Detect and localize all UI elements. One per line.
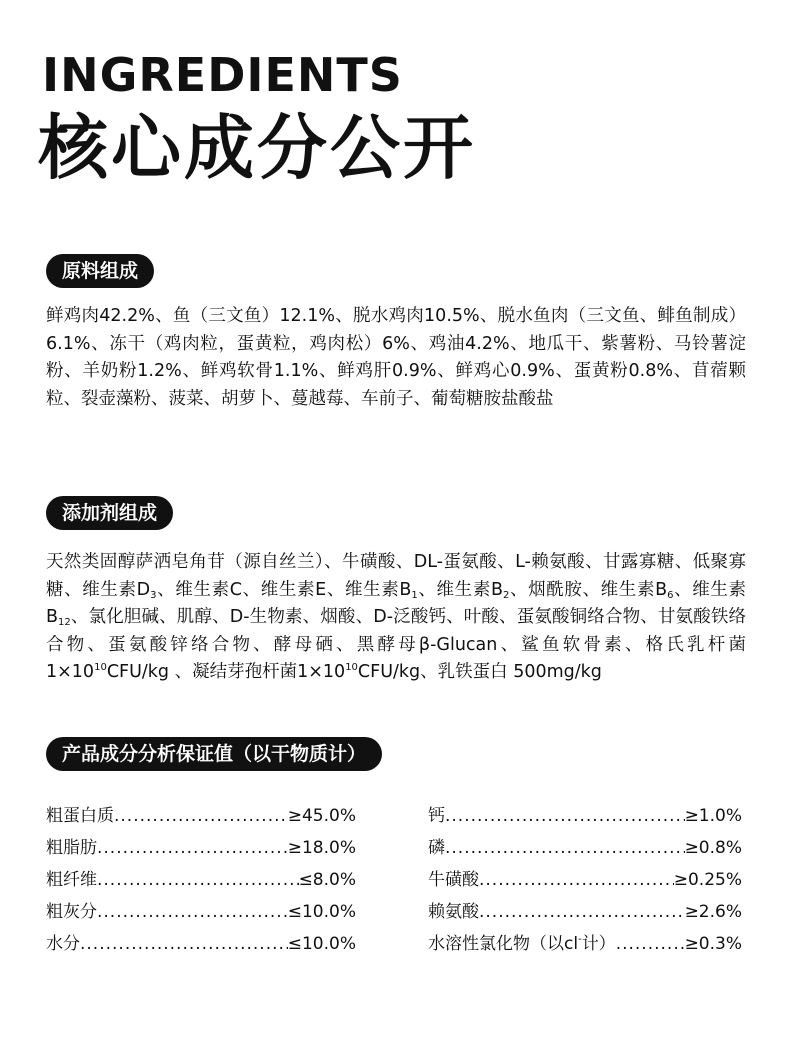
leader-dots bbox=[114, 800, 288, 832]
leader-dots bbox=[97, 864, 299, 896]
spec-value: ≥18.0% bbox=[287, 838, 356, 858]
additives-seg-8: 、维生素B bbox=[46, 579, 747, 627]
additives-sub-b6: 6 bbox=[667, 589, 674, 601]
spec-row bbox=[46, 832, 356, 864]
analysis-left-column bbox=[46, 800, 356, 960]
title-chinese: 核心成分公开 bbox=[38, 107, 476, 189]
additives-sup-exp-1: 10 bbox=[94, 662, 107, 673]
additives-text bbox=[46, 549, 746, 687]
spec-name: 粗纤维 bbox=[46, 870, 97, 890]
spec-value: ≥2.6% bbox=[684, 902, 742, 922]
spec-name: 牛磺酸 bbox=[428, 870, 479, 890]
additives-sub-b12: 12 bbox=[58, 617, 71, 628]
spec-value: ≥1.0% bbox=[684, 806, 742, 826]
spec-value: ≥0.8% bbox=[684, 838, 742, 858]
leader-dots bbox=[445, 800, 685, 832]
spec-name: 粗灰分 bbox=[46, 902, 97, 922]
spec-value: ≤10.0% bbox=[287, 902, 356, 922]
spec-name bbox=[428, 928, 616, 960]
additives-sub-b1: 1 bbox=[411, 589, 418, 601]
leader-dots bbox=[97, 896, 288, 928]
additives-seg-6: 、烟酰胺、维生素B bbox=[509, 579, 668, 600]
additives-seg-2: 、维生素C、维生素E、维生素B bbox=[156, 579, 412, 600]
spec-row bbox=[428, 800, 742, 832]
additives-label: 添加剂组成 bbox=[46, 496, 173, 530]
analysis-right-column bbox=[428, 800, 742, 960]
leader-dots bbox=[445, 832, 685, 864]
additives-seg-4: 、维生素B bbox=[417, 579, 503, 600]
spec-name: 磷 bbox=[428, 838, 445, 858]
leader-dots bbox=[616, 928, 685, 960]
spec-value: ≤8.0% bbox=[298, 870, 356, 890]
chloride-sup: - bbox=[578, 934, 582, 945]
spec-name: 粗脂肪 bbox=[46, 838, 97, 858]
spec-row bbox=[428, 896, 742, 928]
spec-row bbox=[46, 800, 356, 832]
leader-dots bbox=[479, 896, 685, 928]
additives-seg-12: CFU/kg 、凝结芽孢杆菌1×10 bbox=[106, 662, 346, 682]
spec-name: 钙 bbox=[428, 806, 445, 826]
spec-row bbox=[46, 928, 356, 960]
spec-row bbox=[428, 832, 742, 864]
spec-value: ≥0.3% bbox=[684, 934, 742, 954]
additives-seg-10: 、氯化胆碱、肌醇、D-生物素、烟酸、D-泛酸钙、叶酸、蛋氨酸铜络合物、甘氨酸铁络合物、蛋氨酸锌络合物、酵母硒、黑酵母β-Glucan、鲨鱼软骨素、格氏乳杆菌1×10 bbox=[46, 607, 746, 682]
spec-value: ≥45.0% bbox=[287, 806, 356, 826]
spec-value: ≤10.0% bbox=[287, 934, 356, 954]
raw-materials-label: 原料组成 bbox=[46, 254, 154, 288]
analysis-label: 产品成分分析保证值（以干物质计） bbox=[46, 737, 382, 771]
additives-sub-d3: 3 bbox=[150, 589, 157, 601]
spec-row bbox=[46, 896, 356, 928]
spec-value: ≥0.25% bbox=[673, 870, 742, 890]
spec-name: 水分 bbox=[46, 934, 80, 954]
spec-name: 赖氨酸 bbox=[428, 902, 479, 922]
leader-dots bbox=[97, 832, 288, 864]
leader-dots bbox=[80, 928, 288, 960]
spec-name: 粗蛋白质 bbox=[46, 806, 114, 826]
additives-seg-14: CFU/kg、乳铁蛋白 500mg/kg bbox=[357, 662, 602, 682]
raw-materials-text: 鲜鸡肉42.2%、鱼（三文鱼）12.1%、脱水鸡肉10.5%、脱水鱼肉（三文鱼、鲱鱼制成）6.1%、冻干（鸡肉粒，蛋黄粒，鸡肉松）6%、鸡油4.2%、地瓜干、紫薯粉、马铃薯淀粉、羊奶粉1.2%、鲜鸡软骨1.1%、鲜鸡肝0.9%、鲜鸡心0.9%、蛋黄粉0.8%、苜蓿颗粒、裂壶藻粉、菠菜、胡萝卜、蔓越莓、车前子、葡萄糖胺盐酸盐 bbox=[46, 306, 746, 409]
spec-row bbox=[46, 864, 356, 896]
additives-seg-0: 天然类固醇萨洒皂角苷（源自丝兰）、牛磺酸、DL-蛋氨酸、L-赖氨酸、甘露寡糖、低聚寡糖、维生素D bbox=[46, 552, 746, 600]
additives-sub-b2: 2 bbox=[502, 589, 510, 601]
spec-row bbox=[428, 864, 742, 896]
title-english: INGREDIENTS bbox=[42, 48, 403, 102]
leader-dots bbox=[479, 864, 674, 896]
chloride-name-suffix: 计） bbox=[581, 934, 616, 954]
chloride-name-prefix: 水溶性氯化物（以cl bbox=[428, 934, 579, 954]
spec-row-chloride bbox=[428, 928, 742, 960]
additives-sup-exp-2: 10 bbox=[345, 662, 358, 673]
